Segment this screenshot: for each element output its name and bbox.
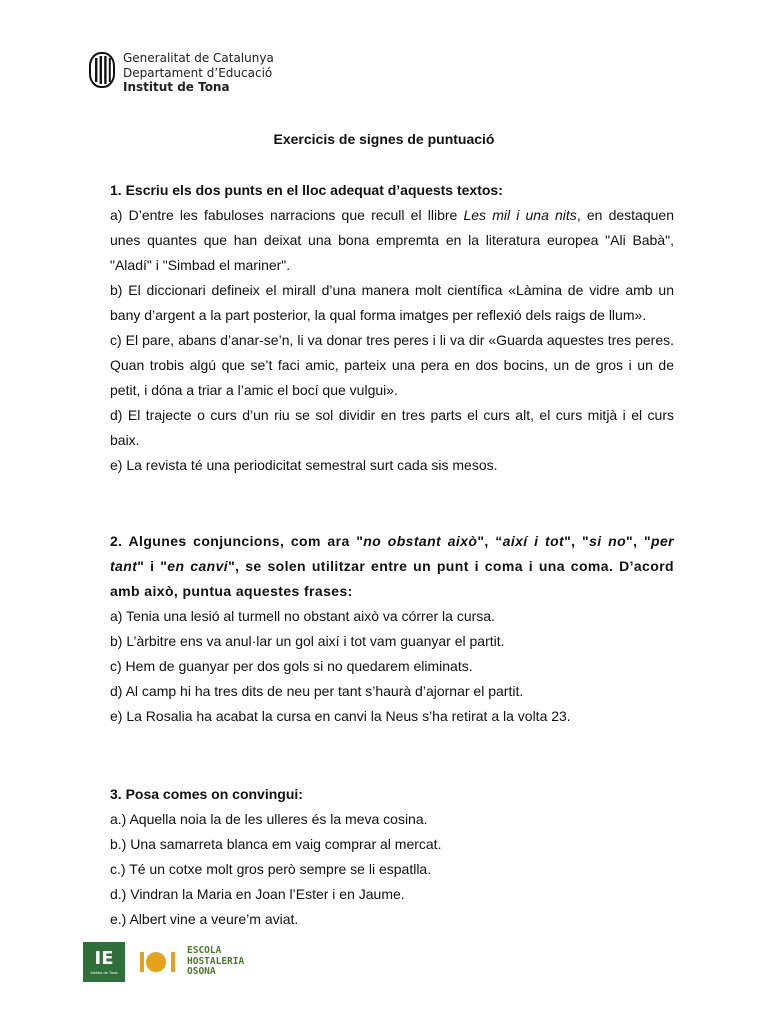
exercise-3-item-a: a.) Aquella noia la de les ulleres és la meva cosina. [110, 811, 428, 827]
heading-text: ", se solen utilitzar entre un punt i coma i una coma. D’acord amb això, puntua aquestes frases: [110, 558, 674, 599]
generalitat-seal-icon [89, 51, 115, 89]
footer-logos [83, 942, 244, 982]
institut-logo-caption: Institut de Tona [90, 969, 118, 975]
exercise-2-heading [110, 529, 674, 604]
heading-text: ", " [626, 533, 651, 549]
exercise-2-item-d: d) Al camp hi ha tres dits de neu per tant s’haurà d’ajornar el partit. [110, 683, 524, 699]
conjunction-4: per tant [110, 533, 674, 574]
exercise-3-item-d: d.) Vindran la Maria en Joan l’Ester i en Jaume. [110, 886, 405, 902]
letterhead [89, 51, 274, 95]
heading-text: ", “ [477, 533, 503, 549]
document-title: Exercicis de signes de puntuació [273, 131, 495, 147]
exercise-1-item-b: b) El diccionari defineix el mirall d’una manera molt científica «Làmina de vidre amb un bany d’argent a la part posterior, la qual forma imatges per reflexió dels raigs de llum». [110, 282, 674, 323]
org-line-departament: Departament d’Educació [123, 65, 273, 80]
exercise-1-item-a [110, 203, 674, 278]
escola-logo-line-2: HOSTALERIA [187, 955, 245, 967]
exercise-3-item-b: b.) Una samarreta blanca em vaig comprar al mercat. [110, 836, 442, 852]
exercise-3 [110, 782, 674, 932]
exercise-2-item-b: b) L’àrbitre ens va anul·lar un gol així i tot vam guanyar el partit. [110, 633, 505, 649]
exercise-1-item-d: d) El trajecte o curs d’un riu se sol dividir en tres parts el curs alt, el curs mitjà i el curs baix. [110, 407, 674, 448]
heading-text: ", " [564, 533, 590, 549]
conjunction-3: si no [589, 533, 627, 549]
conjunction-5: en canvi [167, 558, 229, 574]
item-a-text-start: a) D’entre les fabuloses narracions que recull el llibre [110, 207, 464, 223]
org-line-institut: Institut de Tona [123, 80, 230, 94]
organization-name [123, 51, 274, 95]
escola-logo-text [187, 946, 244, 978]
heading-text: 2. Algunes conjuncions, com ara " [110, 533, 364, 549]
exercise-3-heading: 3. Posa comes on convingui: [110, 786, 303, 802]
exercise-1-item-c: c) El pare, abans d’anar-se’n, li va donar tres peres i li va dir «Guarda aquestes tres peres. Quan trobis algú que se’t faci amic, parteix una pera en dos bocins, un de gros i un de petit, i dóna a triar a l’amic el bocí que vulgui». [110, 332, 674, 398]
institut-tona-logo [83, 942, 125, 982]
exercise-1-heading: 1. Escriu els dos punts en el lloc adequat d’aquests textos: [110, 182, 503, 198]
exercise-2-item-e: e) La Rosalia ha acabat la cursa en canvi la Neus s’ha retirat a la volta 23. [110, 708, 571, 724]
institut-logo-mark-icon: IE [94, 947, 114, 969]
escola-logo-line-3: OSONA [187, 966, 216, 978]
item-a-text-end: , en destaquen unes quantes que han deixat una bona empremta en la literatura europea "Ali Babà", "Aladí" i "Simbad el mariner". [110, 207, 674, 273]
exercise-2-item-a: a) Tenia una lesió al turmell no obstant això va córrer la cursa. [110, 608, 495, 624]
heading-text: " i " [137, 558, 168, 574]
escola-logo-mark-icon [139, 949, 183, 975]
exercise-1-item-e: e) La revista té una periodicitat semestral surt cada sis mesos. [110, 457, 498, 473]
org-line-generalitat: Generalitat de Catalunya [123, 51, 274, 65]
book-title: Les mil i una nits [463, 207, 577, 223]
conjunction-1: no obstant això [363, 533, 478, 549]
exercise-3-item-e: e.) Albert vine a veure’m aviat. [110, 911, 299, 927]
escola-logo-line-1: ESCOLA [187, 945, 222, 957]
exercise-2 [110, 529, 674, 729]
exercise-2-item-c: c) Hem de guanyar per dos gols si no quedarem eliminats. [110, 658, 473, 674]
exercise-1 [110, 178, 674, 478]
escola-hostaleria-logo [139, 946, 244, 978]
conjunction-2: així i tot [502, 533, 565, 549]
exercise-3-item-c: c.) Té un cotxe molt gros però sempre se li espatlla. [110, 861, 432, 877]
